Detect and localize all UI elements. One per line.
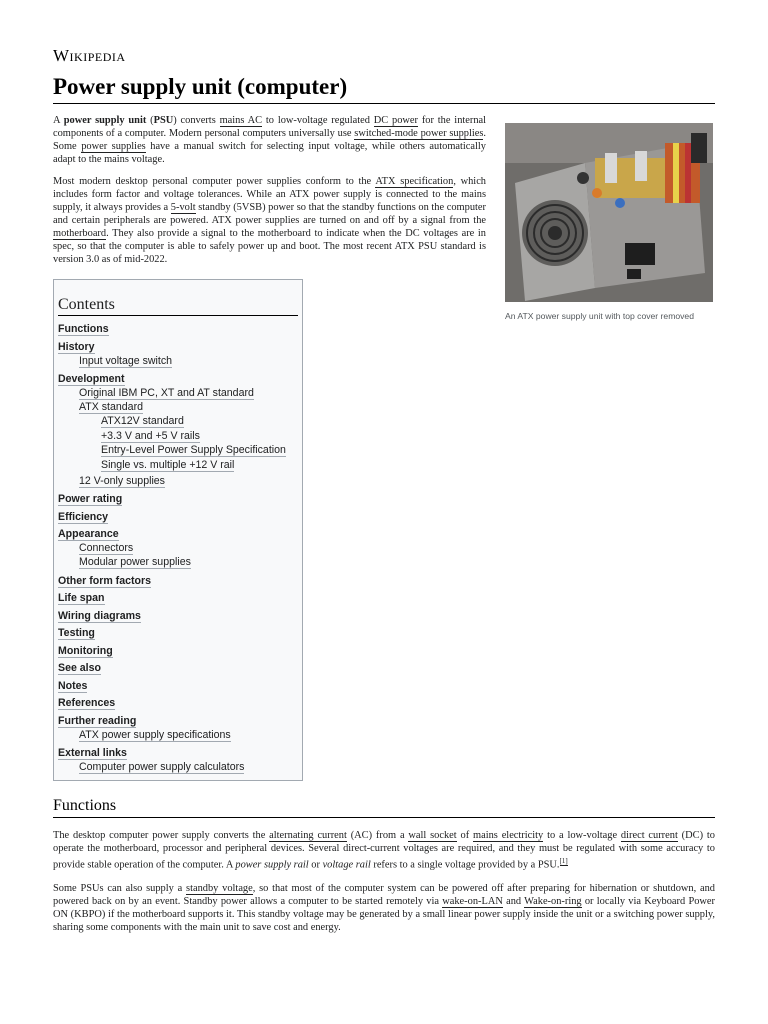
- toc-item-external-links[interactable]: [58, 747, 127, 759]
- toc-item-references[interactable]: [58, 697, 115, 709]
- bold-term: power supply unit: [63, 115, 147, 126]
- text: Most modern desktop personal computer power supplies conform to the: [53, 176, 376, 187]
- toc-item-modular-power-supplies[interactable]: [79, 556, 191, 568]
- link-wall-socket[interactable]: wall socket: [408, 830, 457, 841]
- toc-label: Functions: [58, 323, 109, 335]
- text: (AC) from a: [346, 830, 409, 841]
- text: and: [502, 896, 525, 908]
- toc-item-single-vs-multiple-rail[interactable]: [101, 459, 234, 471]
- toc-item-see-also[interactable]: [58, 662, 101, 674]
- text: (DC) to operate the motherboard, processor and peripheral devices. Several direct-current voltages are required, and they must be regulated with some accuracy to provide stable operation of the computer. A: [53, 830, 715, 871]
- text: A: [53, 115, 64, 126]
- toc-label: Input voltage switch: [79, 355, 173, 367]
- link-wake-on-ring[interactable]: Wake-on-ring: [524, 896, 582, 908]
- link-motherboard[interactable]: motherboard: [53, 228, 107, 239]
- text: for the internal components of a computer. Modern personal computers universally use: [53, 115, 487, 139]
- link-5-volt[interactable]: 5-volt: [170, 202, 196, 213]
- wikipedia-wordmark[interactable]: Wikipedia: [53, 46, 126, 65]
- link-direct-current[interactable]: direct current: [620, 830, 678, 841]
- toc-label: Other form factors: [58, 575, 152, 587]
- text: or locally via Keyboard Power ON (KBPO) if the motherboard supports it. This standby voltage may be generated by a small linear power supply inside the unit or a switching power supply, sharing some components with the main unit to save cost and energy.: [53, 896, 715, 934]
- text: Some PSUs can also supply a: [53, 883, 187, 895]
- toc-item-psu-calculators[interactable]: [79, 761, 244, 773]
- toc-label: ATX standard: [79, 401, 143, 413]
- page-title: Power supply unit (computer): [53, 74, 348, 99]
- section-heading-functions: Functions: [53, 797, 117, 814]
- intro-paragraph-2: [53, 175, 486, 266]
- link-wake-on-lan[interactable]: wake-on-LAN: [442, 896, 503, 908]
- toc-label: Power rating: [58, 493, 123, 505]
- toc-item-wiring-diagrams[interactable]: [58, 610, 141, 622]
- text: , so that most of the computer system can be powered off after preparing for hibernation or shutdown, and powered back on by an event. Standby power allows a computer to be started remotely via: [53, 883, 715, 908]
- section-divider: [53, 817, 715, 818]
- link-switched-mode[interactable]: switched-mode power supplies: [354, 128, 484, 139]
- toc-label: Connectors: [79, 542, 134, 554]
- psu-photo[interactable]: [505, 123, 713, 302]
- toc-item-atx12v-standard[interactable]: [101, 415, 184, 427]
- text: to a low-voltage: [543, 830, 621, 841]
- toc-item-testing[interactable]: [58, 627, 95, 639]
- toc-label: Testing: [58, 627, 95, 639]
- toc-label: Modular power supplies: [79, 556, 191, 568]
- toc-label: Notes: [58, 680, 88, 692]
- toc-label: Computer power supply calculators: [79, 761, 245, 773]
- infobox-caption: An ATX power supply unit with top cover removed: [505, 311, 694, 321]
- toc-item-power-rating[interactable]: [58, 493, 122, 505]
- toc-item-atx-psu-specifications[interactable]: [79, 729, 231, 741]
- link-standby-voltage[interactable]: standby voltage: [186, 883, 253, 895]
- functions-paragraph-1: [53, 829, 715, 871]
- link-mains-ac[interactable]: mains AC: [219, 115, 263, 126]
- toc-label: Single vs. multiple +12 V rail: [101, 459, 235, 471]
- table-of-contents: [53, 279, 303, 781]
- toc-item-atx-standard[interactable]: [79, 401, 143, 413]
- intro-section: [53, 114, 486, 275]
- text: to low-voltage regulated: [262, 115, 374, 126]
- toc-item-functions[interactable]: [58, 323, 109, 335]
- toc-item-history[interactable]: [58, 341, 95, 353]
- toc-item-notes[interactable]: [58, 680, 87, 692]
- toc-label: External links: [58, 747, 127, 759]
- toc-label: Efficiency: [58, 511, 109, 523]
- link-dc-power[interactable]: DC power: [373, 115, 419, 126]
- toc-label: ATX power supply specifications: [79, 729, 231, 741]
- italic-term: power supply rail: [235, 859, 309, 871]
- toc-label: See also: [58, 662, 101, 674]
- toc-label: Original IBM PC, XT and AT standard: [79, 387, 254, 399]
- toc-label: Development: [58, 373, 125, 385]
- toc-item-other-form-factors[interactable]: [58, 575, 151, 587]
- toc-item-efficiency[interactable]: [58, 511, 108, 523]
- italic-term: voltage rail: [322, 859, 371, 871]
- toc-label: Further reading: [58, 715, 137, 727]
- text: standby (5VSB) power so that the standby functions on the computer and certain peripherals are powered. ATX power supplies are turned on and off by a signal from the: [53, 202, 486, 226]
- toc-item-appearance[interactable]: [58, 528, 119, 540]
- toc-label: 12 V-only supplies: [79, 475, 165, 487]
- toc-item-connectors[interactable]: [79, 542, 133, 554]
- title-divider: [53, 103, 715, 104]
- toc-label: Appearance: [58, 528, 119, 540]
- toc-item-12v-only-supplies[interactable]: [79, 475, 165, 487]
- functions-paragraph-2: [53, 882, 715, 934]
- toc-item-life-span[interactable]: [58, 592, 105, 604]
- toc-item-further-reading[interactable]: [58, 715, 136, 727]
- toc-label: Entry-Level Power Supply Specification: [101, 444, 286, 456]
- link-mains-electricity[interactable]: mains electricity: [473, 830, 544, 841]
- toc-item-3v3-5v-rails[interactable]: [101, 430, 200, 442]
- toc-label: References: [58, 697, 116, 709]
- text: (: [146, 115, 154, 126]
- text: refers to a single voltage provided by a PSU.: [370, 859, 560, 871]
- link-power-supplies[interactable]: power supplies: [81, 141, 146, 152]
- text: ) converts: [173, 115, 220, 126]
- toc-label: ATX12V standard: [101, 415, 184, 427]
- toc-item-original-ibm-pc[interactable]: [79, 387, 254, 399]
- link-atx-specification[interactable]: ATX specification: [375, 176, 454, 187]
- text: The desktop computer power supply converts the: [53, 830, 270, 841]
- toc-item-development[interactable]: [58, 373, 125, 385]
- text: . Some: [53, 128, 486, 152]
- infobox: [505, 123, 713, 322]
- toc-item-monitoring[interactable]: [58, 645, 113, 657]
- toc-item-input-voltage-switch[interactable]: [79, 355, 172, 367]
- bold-term: PSU: [153, 115, 174, 126]
- toc-label: +3.3 V and +5 V rails: [101, 430, 200, 442]
- toc-label: Life span: [58, 592, 105, 604]
- toc-title: Contents: [58, 296, 298, 316]
- toc-item-entry-level-spec[interactable]: [101, 444, 286, 456]
- toc-label: Monitoring: [58, 645, 113, 657]
- text: have a manual switch for selecting input voltage, while others automatically adapt to the mains voltage.: [53, 141, 486, 165]
- intro-paragraph-1: [53, 114, 486, 166]
- link-alternating-current[interactable]: alternating current: [269, 830, 347, 841]
- toc-label: Wiring diagrams: [58, 610, 141, 622]
- text: of: [456, 830, 474, 841]
- text: , which includes form factor and voltage tolerances. While an ATX power supply is connected to the mains supply, it always provides a: [53, 176, 487, 213]
- toc-label: History: [58, 341, 95, 353]
- text: . They also provide a signal to the motherboard to indicate when the DC voltages are in spec, so that the computer is able to safely power up and boot. The most recent ATX PSU standard is version 3.0 as of mid-2022.: [53, 228, 486, 265]
- citation-link[interactable]: [1]: [559, 857, 568, 865]
- functions-section: [53, 829, 715, 945]
- text: or: [308, 859, 323, 871]
